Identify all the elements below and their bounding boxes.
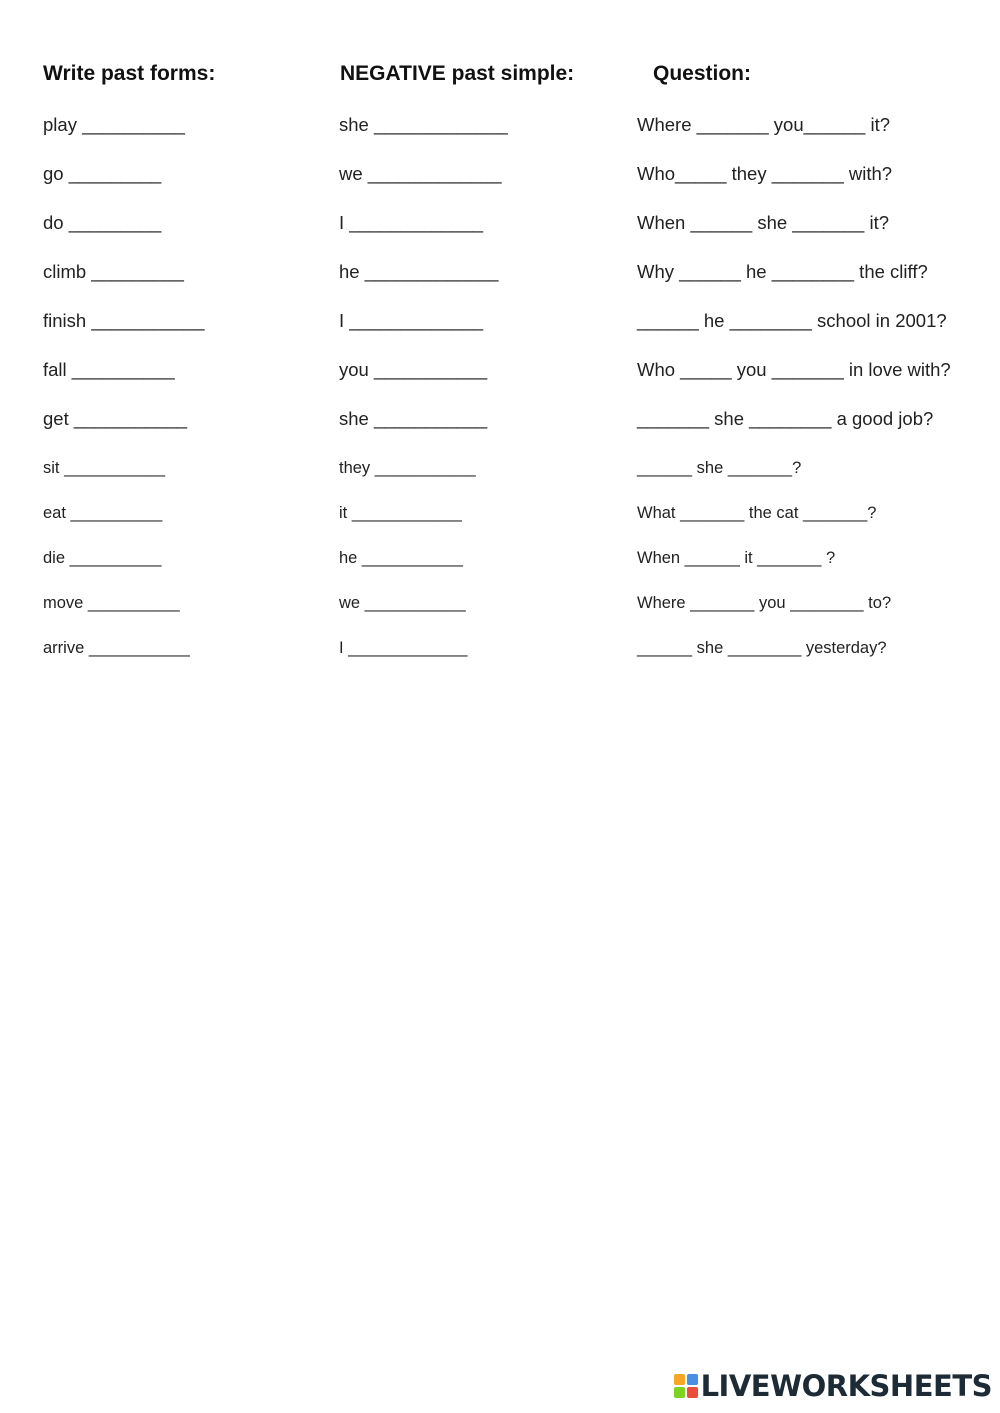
question-item[interactable]: Who _____ you _______ in love with? (637, 359, 951, 380)
negative-item[interactable]: you ___________ (339, 359, 488, 380)
question-item[interactable]: ______ he ________ school in 2001? (637, 310, 947, 331)
heading-negative-past-simple: NEGATIVE past simple: (340, 62, 575, 85)
past-form-item[interactable]: eat __________ (43, 504, 163, 522)
past-form-item[interactable]: get ___________ (43, 408, 188, 429)
negative-item[interactable]: we ___________ (339, 594, 466, 612)
negative-item[interactable]: he ___________ (339, 549, 463, 567)
question-item[interactable]: _______ she ________ a good job? (637, 408, 934, 429)
past-form-item[interactable]: do _________ (43, 212, 162, 233)
past-form-item[interactable]: play __________ (43, 114, 185, 135)
negative-item[interactable]: it ____________ (339, 504, 462, 522)
question-item[interactable]: Where _______ you______ it? (637, 114, 891, 135)
heading-question: Question: (653, 62, 751, 85)
question-item[interactable]: Who_____ they _______ with? (637, 163, 893, 184)
negative-item[interactable]: she ___________ (339, 408, 488, 429)
logo-text: LIVEWORKSHEETS (700, 1368, 992, 1403)
question-item[interactable]: What _______ the cat _______? (637, 504, 877, 522)
liveworksheets-logo[interactable] (674, 1369, 992, 1403)
past-form-item[interactable]: arrive ___________ (43, 639, 190, 657)
negative-item[interactable]: she _____________ (339, 114, 508, 135)
past-form-item[interactable]: sit ___________ (43, 459, 166, 477)
negative-item[interactable]: I _____________ (339, 212, 484, 233)
logo-square (674, 1374, 685, 1385)
heading-past-forms: Write past forms: (43, 62, 216, 85)
question-item[interactable]: ______ she _______? (637, 459, 802, 477)
logo-grid-icon (674, 1374, 698, 1398)
negative-item[interactable]: we _____________ (339, 163, 502, 184)
question-item[interactable]: Why ______ he ________ the cliff? (637, 261, 928, 282)
negative-item[interactable]: I _____________ (339, 310, 484, 331)
past-form-item[interactable]: finish ___________ (43, 310, 205, 331)
logo-square (687, 1374, 698, 1385)
negative-item[interactable]: I _____________ (339, 639, 468, 657)
negative-item[interactable]: he _____________ (339, 261, 499, 282)
question-item[interactable]: Where _______ you ________ to? (637, 594, 892, 612)
logo-square (674, 1387, 685, 1398)
negative-item[interactable]: they ___________ (339, 459, 476, 477)
question-item[interactable]: When ______ she _______ it? (637, 212, 890, 233)
question-item[interactable]: ______ she ________ yesterday? (637, 639, 887, 657)
logo-square (687, 1387, 698, 1398)
past-form-item[interactable]: move __________ (43, 594, 180, 612)
past-form-item[interactable]: climb _________ (43, 261, 184, 282)
past-form-item[interactable]: die __________ (43, 549, 162, 567)
question-item[interactable]: When ______ it _______ ? (637, 549, 836, 567)
past-form-item[interactable]: go _________ (43, 163, 162, 184)
past-form-item[interactable]: fall __________ (43, 359, 175, 380)
